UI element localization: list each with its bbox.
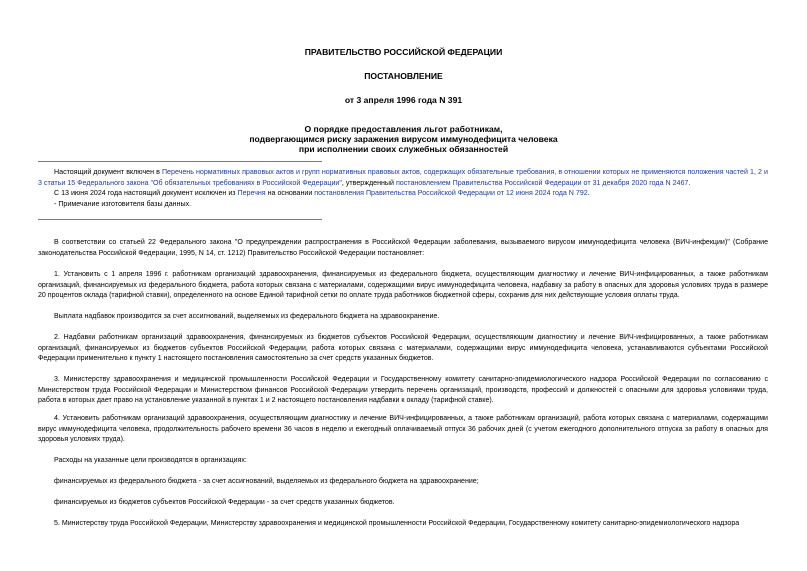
clause-5-text: 5. Министерству труда Российской Федерации, Министерству здравоохранения и медицинской промышленности Российской Федерации, Государственному комитету санитарно-эпидемиологического надзора [54, 520, 740, 527]
note-bottom-divider [38, 219, 322, 220]
note-text: С 13 июня 2024 года настоящий документ исключен из [54, 189, 238, 197]
clause-2-text: 2. Надбавки работникам организаций здравоохранения, финансируемых из бюджетов субъектов Российской Федерации, осуществляющим диагностику и лечение ВИЧ-инфицированных, а также работникам организаций, финансируемых из бюджетов субъектов Российской Федерации, работа которых связана с материалами, содержащими вирус иммунодефицита человека, устанавливаются субъектами Российской Федерации применительно к пункту 1 настоящего постановления самостоятельно за счет средств указанных бюджетов. [38, 334, 768, 363]
clause-4-regional-text: финансируемых из бюджетов субъектов Российской Федерации - за счет средств указанных бюджетов. [54, 499, 395, 506]
note-link-list[interactable]: Перечень нормативных правовых актов и групп нормативных правовых актов, содержащих обязательные требования, в отношении которых не применяются положения частей 1, 2 и 3 статьи 15 Федерального закона "Об обязательных требованиях в Российской Федерации" [38, 168, 768, 187]
clause-4-text: 4. Установить работникам организаций здравоохранения, осуществляющим диагностику и лечение ВИЧ-инфицированных, а также работникам организаций, работа которых связана с материалами, содержащими вирус иммунодефицита человека, продолжительность рабочего времени 36 часов в неделю и ежегодный оплачиваемый отпуск 36 рабочих дней (с учетом ежегодного дополнительного отпуска за работу в опасных для здоровья условиях труда). [38, 415, 768, 444]
clause-1-funding-text: Выплата надбавок производится за счет ассигнований, выделяемых из федерального бюджета на здравоохранение. [54, 313, 440, 320]
note-text: на основании [265, 189, 315, 197]
clause-4-federal [38, 477, 768, 488]
note-text: . [688, 178, 691, 187]
document-type: ПОСТАНОВЛЕНИЕ [364, 71, 443, 81]
database-note [38, 167, 768, 209]
document-title-line-3: при исполнении своих служебных обязанностей [298, 144, 509, 154]
clause-2 [38, 333, 768, 365]
clause-4-expenses [38, 456, 768, 467]
note-link-perechen[interactable]: Перечня [237, 189, 266, 197]
clause-4-federal-text: финансируемых из федерального бюджета - за счет ассигнований, выделяемых из федерального бюджета на здравоохранение; [54, 478, 479, 485]
note-inclusion-paragraph [38, 167, 768, 188]
clause-3-text: 3. Министерству здравоохранения и медицинской промышленности Российской Федерации и Государственному комитету санитарно-эпидемиологического надзора Российской Федерации по согласованию с Министерством труда Российской Федерации и Министерством финансов Российской Федерации утвердить перечень организаций, производств, профессий и должностей с опасными для здоровья условиями труда, работа в которых дает право на установление указанной в пунктах 1 и 2 настоящего постановления надбавки к окладу (тарифной ставке). [38, 376, 768, 405]
clause-4-regional [38, 498, 768, 509]
clause-4 [38, 414, 768, 446]
note-text: . [587, 189, 590, 197]
clause-4-expenses-text: Расходы на указанные цели производятся в организациях: [54, 457, 247, 464]
intro-text: В соответствии со статьей 22 Федерального закона "О предупреждении распространения в Российской Федерации заболевания, вызываемого вирусом иммунодефицита человека (ВИЧ-инфекции)" (Собрание законодательства Российской Федерации, 1995, N 14, ст. 1212) Правительство Российской Федерации постановляет: [38, 239, 768, 257]
document-date-number: от 3 апреля 1996 года N 391 [344, 95, 463, 105]
note-link-decree-2467[interactable]: постановлением Правительства Российской Федерации от 31 декабря 2020 года N 2467 [395, 178, 689, 187]
note-text: , утвержденный [341, 178, 396, 187]
note-link-decree-792[interactable]: постановления Правительства Российской Федерации от 12 июня 2024 года N 792 [314, 189, 588, 197]
intro-paragraph [38, 238, 768, 259]
document-title-line-2: подвергающимся риску заражения вирусом иммунодефицита человека [249, 134, 558, 144]
note-producer-remark: - Примечание изготовителя базы данных. [54, 199, 192, 208]
clause-3 [38, 375, 768, 407]
clause-1-funding [38, 312, 768, 323]
clause-1 [38, 270, 768, 302]
note-top-divider [38, 161, 322, 162]
clause-1-text: 1. Установить с 1 апреля 1996 г. работникам организаций здравоохранения, финансируемых из федерального бюджета, осуществляющим диагностику и лечение ВИЧ-инфицированных, а также работникам организаций, финансируемых из федерального бюджета, работа которых связана с материалами, содержащими вирус иммунодефицита человека, надбавку за работу в опасных для здоровья условиях труда в размере 20 процентов оклада (тарифной ставки), определенного на основе Единой тарифной сетки по оплате труда работников бюджетной сферы, сохранив для них действующие условия оплаты труда. [38, 271, 768, 300]
note-exclusion-paragraph [38, 188, 768, 199]
document-title-line-1: О порядке предоставления льгот работникам, [304, 124, 503, 134]
note-text: Настоящий документ включен в [54, 168, 162, 176]
clause-5 [38, 519, 768, 530]
government-name: ПРАВИТЕЛЬСТВО РОССИЙСКОЙ ФЕДЕРАЦИИ [304, 47, 503, 57]
